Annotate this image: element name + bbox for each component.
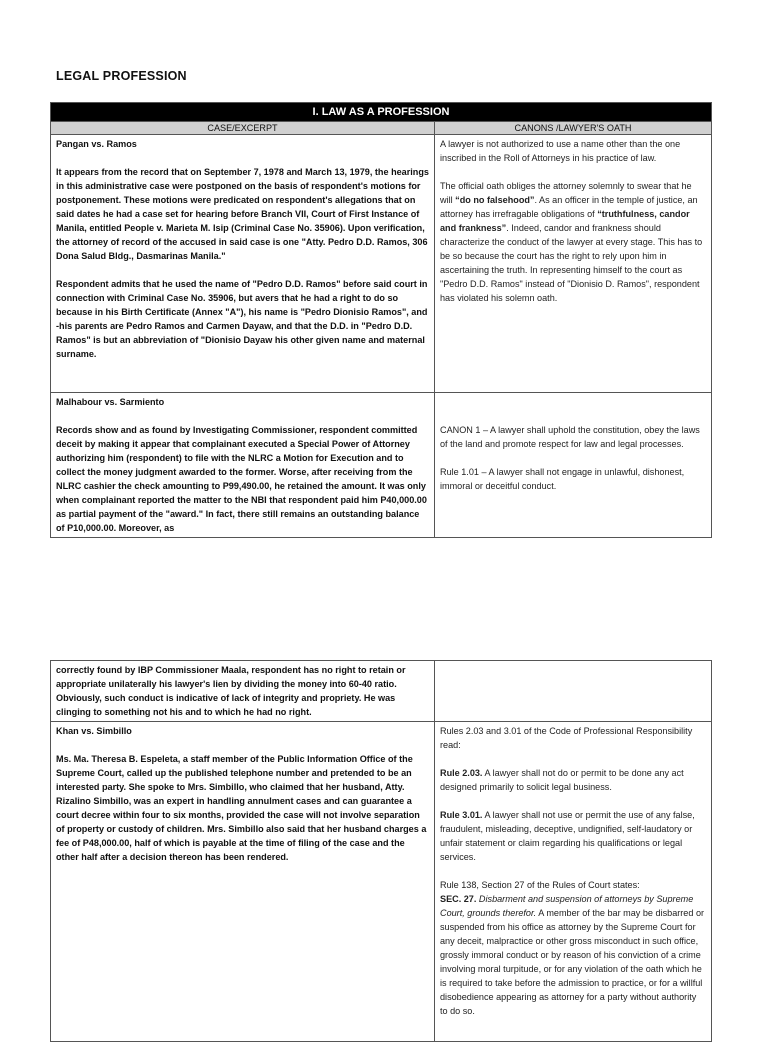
canon-cell <box>435 661 712 722</box>
canon-paragraph: A lawyer is not authorized to use a name other than the one inscribed in the Roll of Attorneys in his practice of law. <box>440 139 681 163</box>
rule-title: Disbarment and suspension of attorneys by Supreme Court, grounds therefor. <box>440 894 694 918</box>
canon-emphasis: “do no falsehood” <box>455 195 535 205</box>
case-excerpt-cell <box>51 393 435 538</box>
case-paragraph: Records show and as found by Investigating Commissioner, respondent committed deceit by making it appear that complainant executed a Special Power of Attorney authorizing him (respondent) to file with the NLRC a Motion for Execution and to collect the money judgment awarded to the former. Worse, after receiving from the NLRC cashier the check amounting to P99,490.00, he retained the amount. It was only when complainant reported the matter to the NBI that respondent paid him P40,000.00 as partial payment of the "award." In fact, there still remains an outstanding balance of P10,000.00. Moreover, as <box>56 425 427 533</box>
table-row <box>51 661 712 722</box>
canon-paragraph <box>440 892 706 1018</box>
rule-text: A lawyer shall not use or permit the use of any false, fraudulent, misleading, deceptive, undignified, self-laudatory or unfair statement or claim regarding his qualifications or legal services. <box>440 810 695 862</box>
canon-text: . As an officer in the temple of justice, an attorney has irrefragable obligations of <box>440 195 698 219</box>
table-row <box>51 722 712 1042</box>
case-title: Malhabour vs. Sarmiento <box>56 397 165 407</box>
canon-cell <box>435 722 712 1042</box>
case-paragraph: correctly found by IBP Commissioner Maala, respondent has no right to retain or appropriate unilaterally his lawyer's lien by dividing the money into 60-40 ratio. Obviously, such conduct is indicative of lack of integrity and propriety. He was clinging to something not his and to which he had no right. <box>56 665 406 717</box>
column-header-case: CASE/EXCERPT <box>51 122 435 135</box>
canon-cell <box>435 135 712 393</box>
case-excerpt-cell <box>51 135 435 393</box>
rule-label: SEC. 27. <box>440 894 477 904</box>
canon-text: . Indeed, candor and frankness should characterize the conduct of the lawyer at every stage. This has to be so because the court has the right to rely upon him in ascertaining the truth. In representing himself to the court as "Pedro D.D. Ramos" instead of "Dionisio D. Ramos", respondent has violated his solemn oath. <box>440 223 703 303</box>
column-header-row <box>51 122 712 135</box>
case-paragraph: Ms. Ma. Theresa B. Espeleta, a staff member of the Public Information Office of the Supreme Court, called up the published telephone number and pretended to be an interested party. She spoke to Mrs. Simbillo, who claimed that her husband, Atty. Rizalino Simbillo, was an expert in handling annulment cases and can guarantee a court decree within four to six months, provided the case will not involve separation of property or custody of children. Mrs. Simbillo also said that her husband charges a fee of P48,000.00, half of which is payable at the time of filing of the case and the other half after a decision thereon has been rendered. <box>56 754 427 862</box>
canon-paragraph: Rule 1.01 – A lawyer shall not engage in unlawful, dishonest, immoral or deceitful conduct. <box>440 467 685 491</box>
table-row <box>51 393 712 538</box>
law-profession-table-continued <box>50 660 712 1042</box>
rule-text: A member of the bar may be disbarred or suspended from his office as attorney by the Supreme Court for any deceit, malpractice or other gross misconduct in such office, grossly immoral conduct or by reason of his conviction of a crime involving moral turpitude, or for any violation of the oath which he is required to take before the admission to practice, or for a willful disobedience appearing as attorney for a party without authority to do so. <box>440 908 705 1016</box>
rule-text: A lawyer shall not do or permit to be done any act designed primarily to solicit legal business. <box>440 768 684 792</box>
document-title: LEGAL PROFESSION <box>56 69 187 83</box>
case-paragraph: It appears from the record that on September 7, 1978 and March 13, 1979, the hearings in this administrative case were postponed on the basis of respondent's motions for postponement. These motions were predicated on respondent's allegations that on said dates he had a case set for hearing before Branch VII, Court of First Instance of Manila, entitled People v. Marieta M. Isip (Criminal Case No. 35906). Upon verification, the attorney of record of the accused in said case is one "Atty. Pedro D.D. Ramos, 306 Dona Salud Bldg., Dasmarinas Manila." <box>56 167 429 261</box>
canon-paragraph: Rules 2.03 and 3.01 of the Code of Professional Responsibility read: <box>440 726 693 750</box>
rule-label: Rule 2.03. <box>440 768 483 778</box>
canon-paragraph <box>440 808 706 864</box>
case-paragraph: Respondent admits that he used the name of "Pedro D.D. Ramos" before said court in connection with Criminal Case No. 35906, but avers that he had a right to do so because in his Birth Certificate (Annex "A"), his name is "Pedro Dionisio Ramos", and -his parents are Pedro Ramos and Carmen Dayaw, and that the D.D. in "Pedro D.D. Ramos" is but an abbreviation of "Dionisio Dayaw his other given name and maternal surname. <box>56 279 428 359</box>
table-row <box>51 135 712 393</box>
rule-label: Rule 3.01. <box>440 810 483 820</box>
case-excerpt-cell <box>51 661 435 722</box>
canon-paragraph: CANON 1 – A lawyer shall uphold the constitution, obey the laws of the land and promote respect for law and legal processes. <box>440 425 700 449</box>
canon-paragraph: Rule 138, Section 27 of the Rules of Court states: <box>440 880 640 890</box>
case-title: Khan vs. Simbillo <box>56 726 132 736</box>
canon-paragraph <box>440 179 706 305</box>
case-excerpt-cell <box>51 722 435 1042</box>
canon-emphasis: “truthfulness, candor and frankness” <box>440 209 690 233</box>
case-title: Pangan vs. Ramos <box>56 139 137 149</box>
column-header-canons: CANONS /LAWYER'S OATH <box>435 122 712 135</box>
section-header-row <box>51 103 712 122</box>
canon-cell <box>435 393 712 538</box>
law-profession-table <box>50 102 712 538</box>
canon-paragraph <box>440 766 706 794</box>
canon-text: The official oath obliges the attorney solemnly to swear that he will <box>440 181 692 205</box>
section-header: I. LAW AS A PROFESSION <box>51 103 712 122</box>
